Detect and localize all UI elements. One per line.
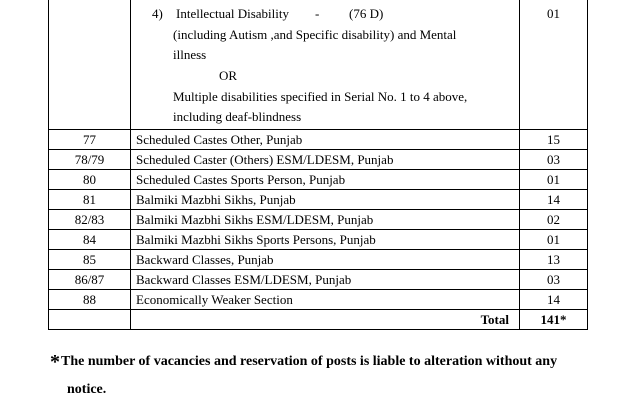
code-cell: 82/83	[49, 210, 131, 230]
item-description-line: Multiple disabilities specified in Serial No. 1 to 4 above,	[173, 89, 468, 104]
posts-cell: 01	[520, 0, 588, 130]
table-row	[49, 230, 588, 250]
posts-cell: 03	[520, 150, 588, 170]
table-row	[49, 130, 588, 150]
category-cell: Scheduled Castes Other, Punjab	[131, 130, 520, 150]
category-cell: Scheduled Castes Sports Person, Punjab	[131, 170, 520, 190]
footnote-line: The number of vacancies and reservation of posts is liable to alteration without any	[61, 354, 558, 369]
item-description-line: including deaf-blindness	[173, 109, 302, 124]
item-code: (76 D)	[349, 6, 384, 21]
category-cell: Backward Classes ESM/LDESM, Punjab	[131, 270, 520, 290]
code-cell: 88	[49, 290, 131, 310]
item-description-line: (including Autism ,and Specific disability) and Mental	[173, 27, 457, 42]
posts-cell: 14	[520, 290, 588, 310]
code-cell: 84	[49, 230, 131, 250]
posts-cell: 14	[520, 190, 588, 210]
category-cell: Economically Weaker Section	[131, 290, 520, 310]
code-cell: 78/79	[49, 150, 131, 170]
category-cell: Scheduled Caster (Others) ESM/LDESM, Punjab	[131, 150, 520, 170]
posts-cell: 01	[520, 170, 588, 190]
code-cell: 77	[49, 130, 131, 150]
posts-cell: 02	[520, 210, 588, 230]
posts-cell: 03	[520, 270, 588, 290]
reservation-table	[48, 0, 588, 330]
code-cell: 86/87	[49, 270, 131, 290]
item-dash: -	[315, 6, 320, 21]
table-row	[49, 0, 588, 130]
table-row	[49, 270, 588, 290]
code-cell: 85	[49, 250, 131, 270]
posts-cell: 13	[520, 250, 588, 270]
footnote	[50, 348, 620, 403]
table-row	[49, 170, 588, 190]
table-row	[49, 210, 588, 230]
table-row	[49, 290, 588, 310]
footnote-line: notice.	[67, 382, 107, 397]
table-row	[49, 150, 588, 170]
category-cell	[131, 0, 520, 130]
total-label: Total	[131, 310, 520, 330]
item-description-line: illness	[173, 47, 207, 62]
or-text: OR	[219, 68, 238, 83]
item-number: 4)	[152, 6, 163, 21]
category-cell: Backward Classes, Punjab	[131, 250, 520, 270]
code-cell: 81	[49, 190, 131, 210]
item-title: Intellectual Disability	[176, 6, 289, 21]
posts-cell: 01	[520, 230, 588, 250]
code-cell	[49, 310, 131, 330]
code-cell	[49, 0, 131, 130]
table-row	[49, 190, 588, 210]
category-cell: Balmiki Mazbhi Sikhs, Punjab	[131, 190, 520, 210]
total-row	[49, 310, 588, 330]
code-cell: 80	[49, 170, 131, 190]
posts-cell: 15	[520, 130, 588, 150]
category-cell: Balmiki Mazbhi Sikhs ESM/LDESM, Punjab	[131, 210, 520, 230]
total-value: 141*	[520, 310, 588, 330]
category-cell: Balmiki Mazbhi Sikhs Sports Persons, Punjab	[131, 230, 520, 250]
footnote-star: *	[50, 351, 60, 373]
table-row	[49, 250, 588, 270]
